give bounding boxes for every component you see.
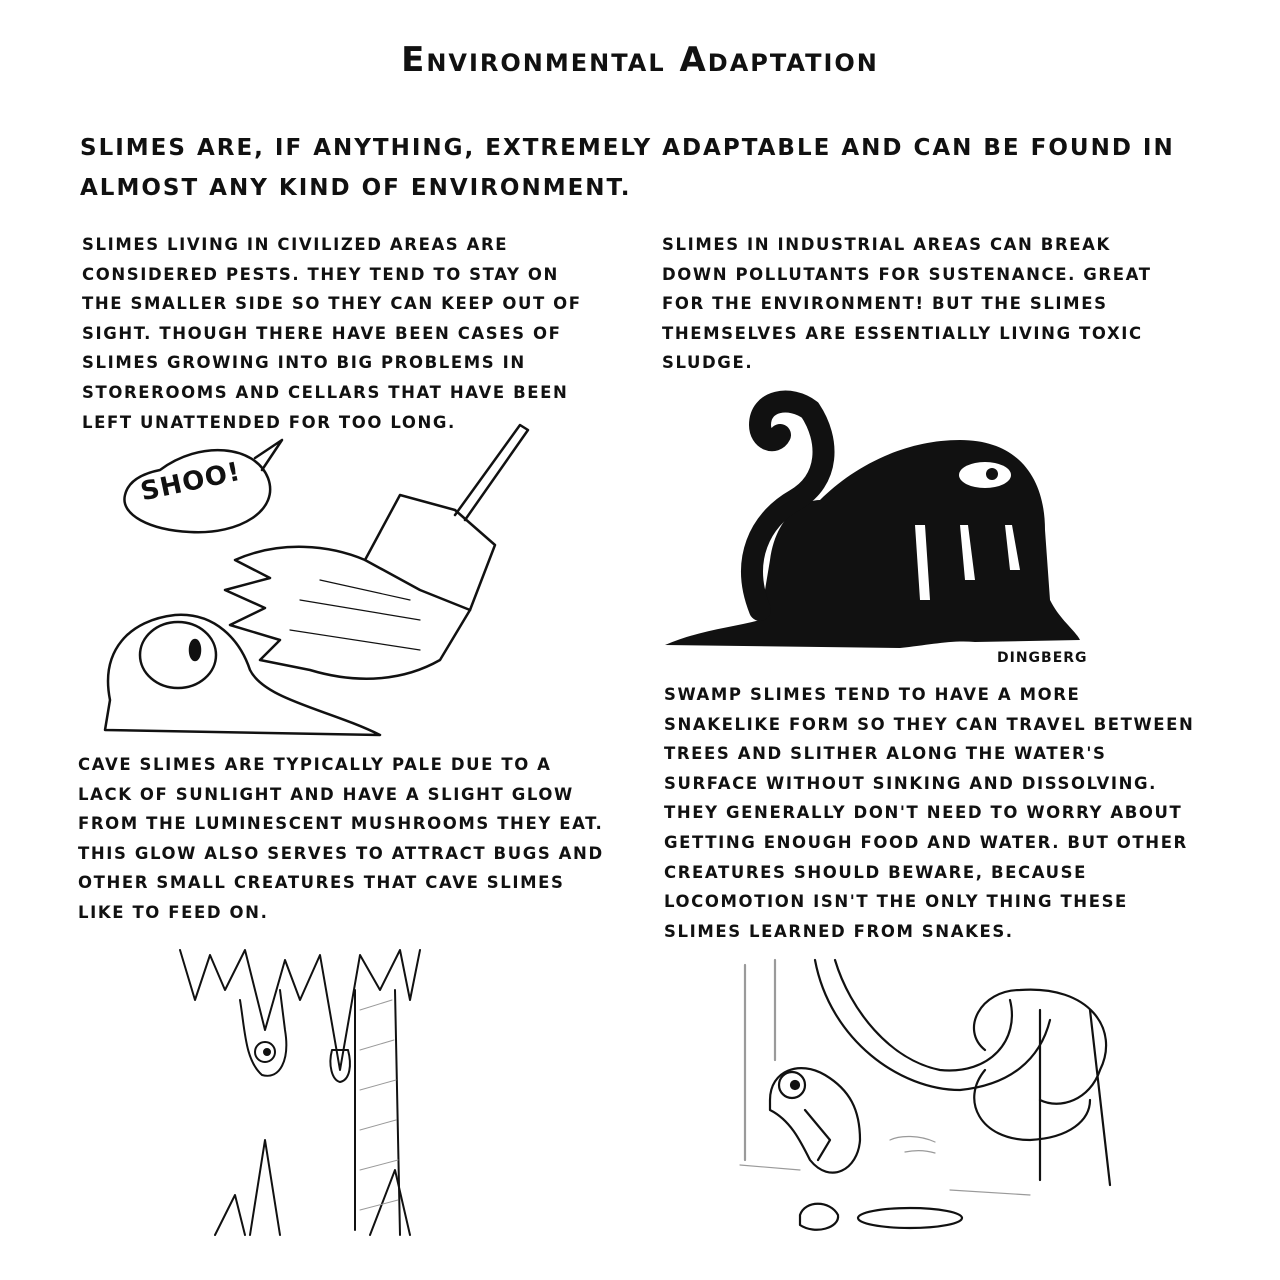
sludge-body	[665, 440, 1080, 648]
tree-trunk-right	[1040, 1010, 1110, 1185]
cave-ceiling	[180, 950, 420, 1070]
intro-text: SLIMES ARE, IF ANYTHING, EXTREMELY ADAPTABLE AND CAN BE FOUND IN ALMOST ANY KIND OF ENVIRONMENT.	[80, 135, 1175, 201]
snake-mouth	[805, 1110, 830, 1160]
snake-slime-body	[815, 960, 1050, 1090]
civilized-slimes-paragraph: SLIMES LIVING IN CIVILIZED AREAS ARE CONSIDERED PESTS. THEY TEND TO STAY ON THE SMALLER SIDE SO THEY CAN KEEP OUT OF SIGHT. THOUGH THERE HAVE BEEN CASES OF SLIMES GROWING INTO BIG PROBLEMS IN STOREROOMS AND CELLARS THAT HAVE BEEN LEFT UNATTENDED FOR TOO LONG.	[82, 235, 582, 432]
toxic-sludge-illustration	[665, 402, 1080, 648]
hanging-slime-pupil	[264, 1049, 270, 1055]
sludge-eye-white	[959, 462, 1011, 488]
tree-trunk-left	[745, 960, 775, 1160]
speech-bubble-text: SHOO!	[138, 456, 244, 508]
page-title: Environmental Adaptation	[401, 40, 879, 80]
snake-pupil	[791, 1081, 799, 1089]
lily-pad	[858, 1208, 962, 1228]
swamp-slimes-paragraph: SWAMP SLIMES TEND TO HAVE A MORE SNAKELIKE FORM SO THEY CAN TRAVEL BETWEEN TREES AND SLITHER ALONG THE WATER'S SURFACE WITHOUT SINKING AND DISSOLVING. THEY GENERALLY DON'T NEED TO WORRY ABOUT GETTING ENOUGH FOOD AND WATER. BUT OTHER CREATURES SHOULD BEWARE, BECAUSE LOCOMOTION ISN'T THE ONLY THING THESE SLIMES LEARNED FROM SNAKES.	[664, 685, 1195, 941]
broom-head	[365, 495, 495, 610]
bristle-lines	[290, 580, 420, 650]
stalagmites	[215, 1140, 410, 1235]
hanging-slime	[240, 990, 286, 1076]
industrial-slimes-paragraph: SLIMES IN INDUSTRIAL AREAS CAN BREAK DOWN POLLUTANTS FOR SUSTENANCE. GREAT FOR THE ENVIRONMENT! BUT THE SLIMES THEMSELVES ARE ESSENTIALLY LIVING TOXIC SLUDGE.	[662, 235, 1152, 373]
broom-handle	[455, 425, 528, 520]
slime-eye	[140, 622, 216, 688]
water-ripples	[740, 1136, 1030, 1195]
cave-slime-illustration	[180, 950, 420, 1235]
broom-bristles	[225, 547, 470, 679]
slime-pupil	[190, 640, 200, 660]
sludge-pupil	[986, 468, 998, 480]
cave-slimes-paragraph: CAVE SLIMES ARE TYPICALLY PALE DUE TO A LACK OF SUNLIGHT AND HAVE A SLIGHT GLOW FROM THE LUMINESCENT MUSHROOMS THEY EAT. THIS GLOW ALSO SERVES TO ATTRACT BUGS AND OTHER SMALL CREATURES THAT CAVE SLIMES LIKE TO FEED ON.	[78, 755, 604, 922]
swamp-slime-illustration	[740, 960, 1110, 1230]
cave-column	[355, 990, 400, 1235]
frog-prey	[800, 1204, 838, 1230]
artist-signature: DINGBERG	[997, 650, 1088, 666]
